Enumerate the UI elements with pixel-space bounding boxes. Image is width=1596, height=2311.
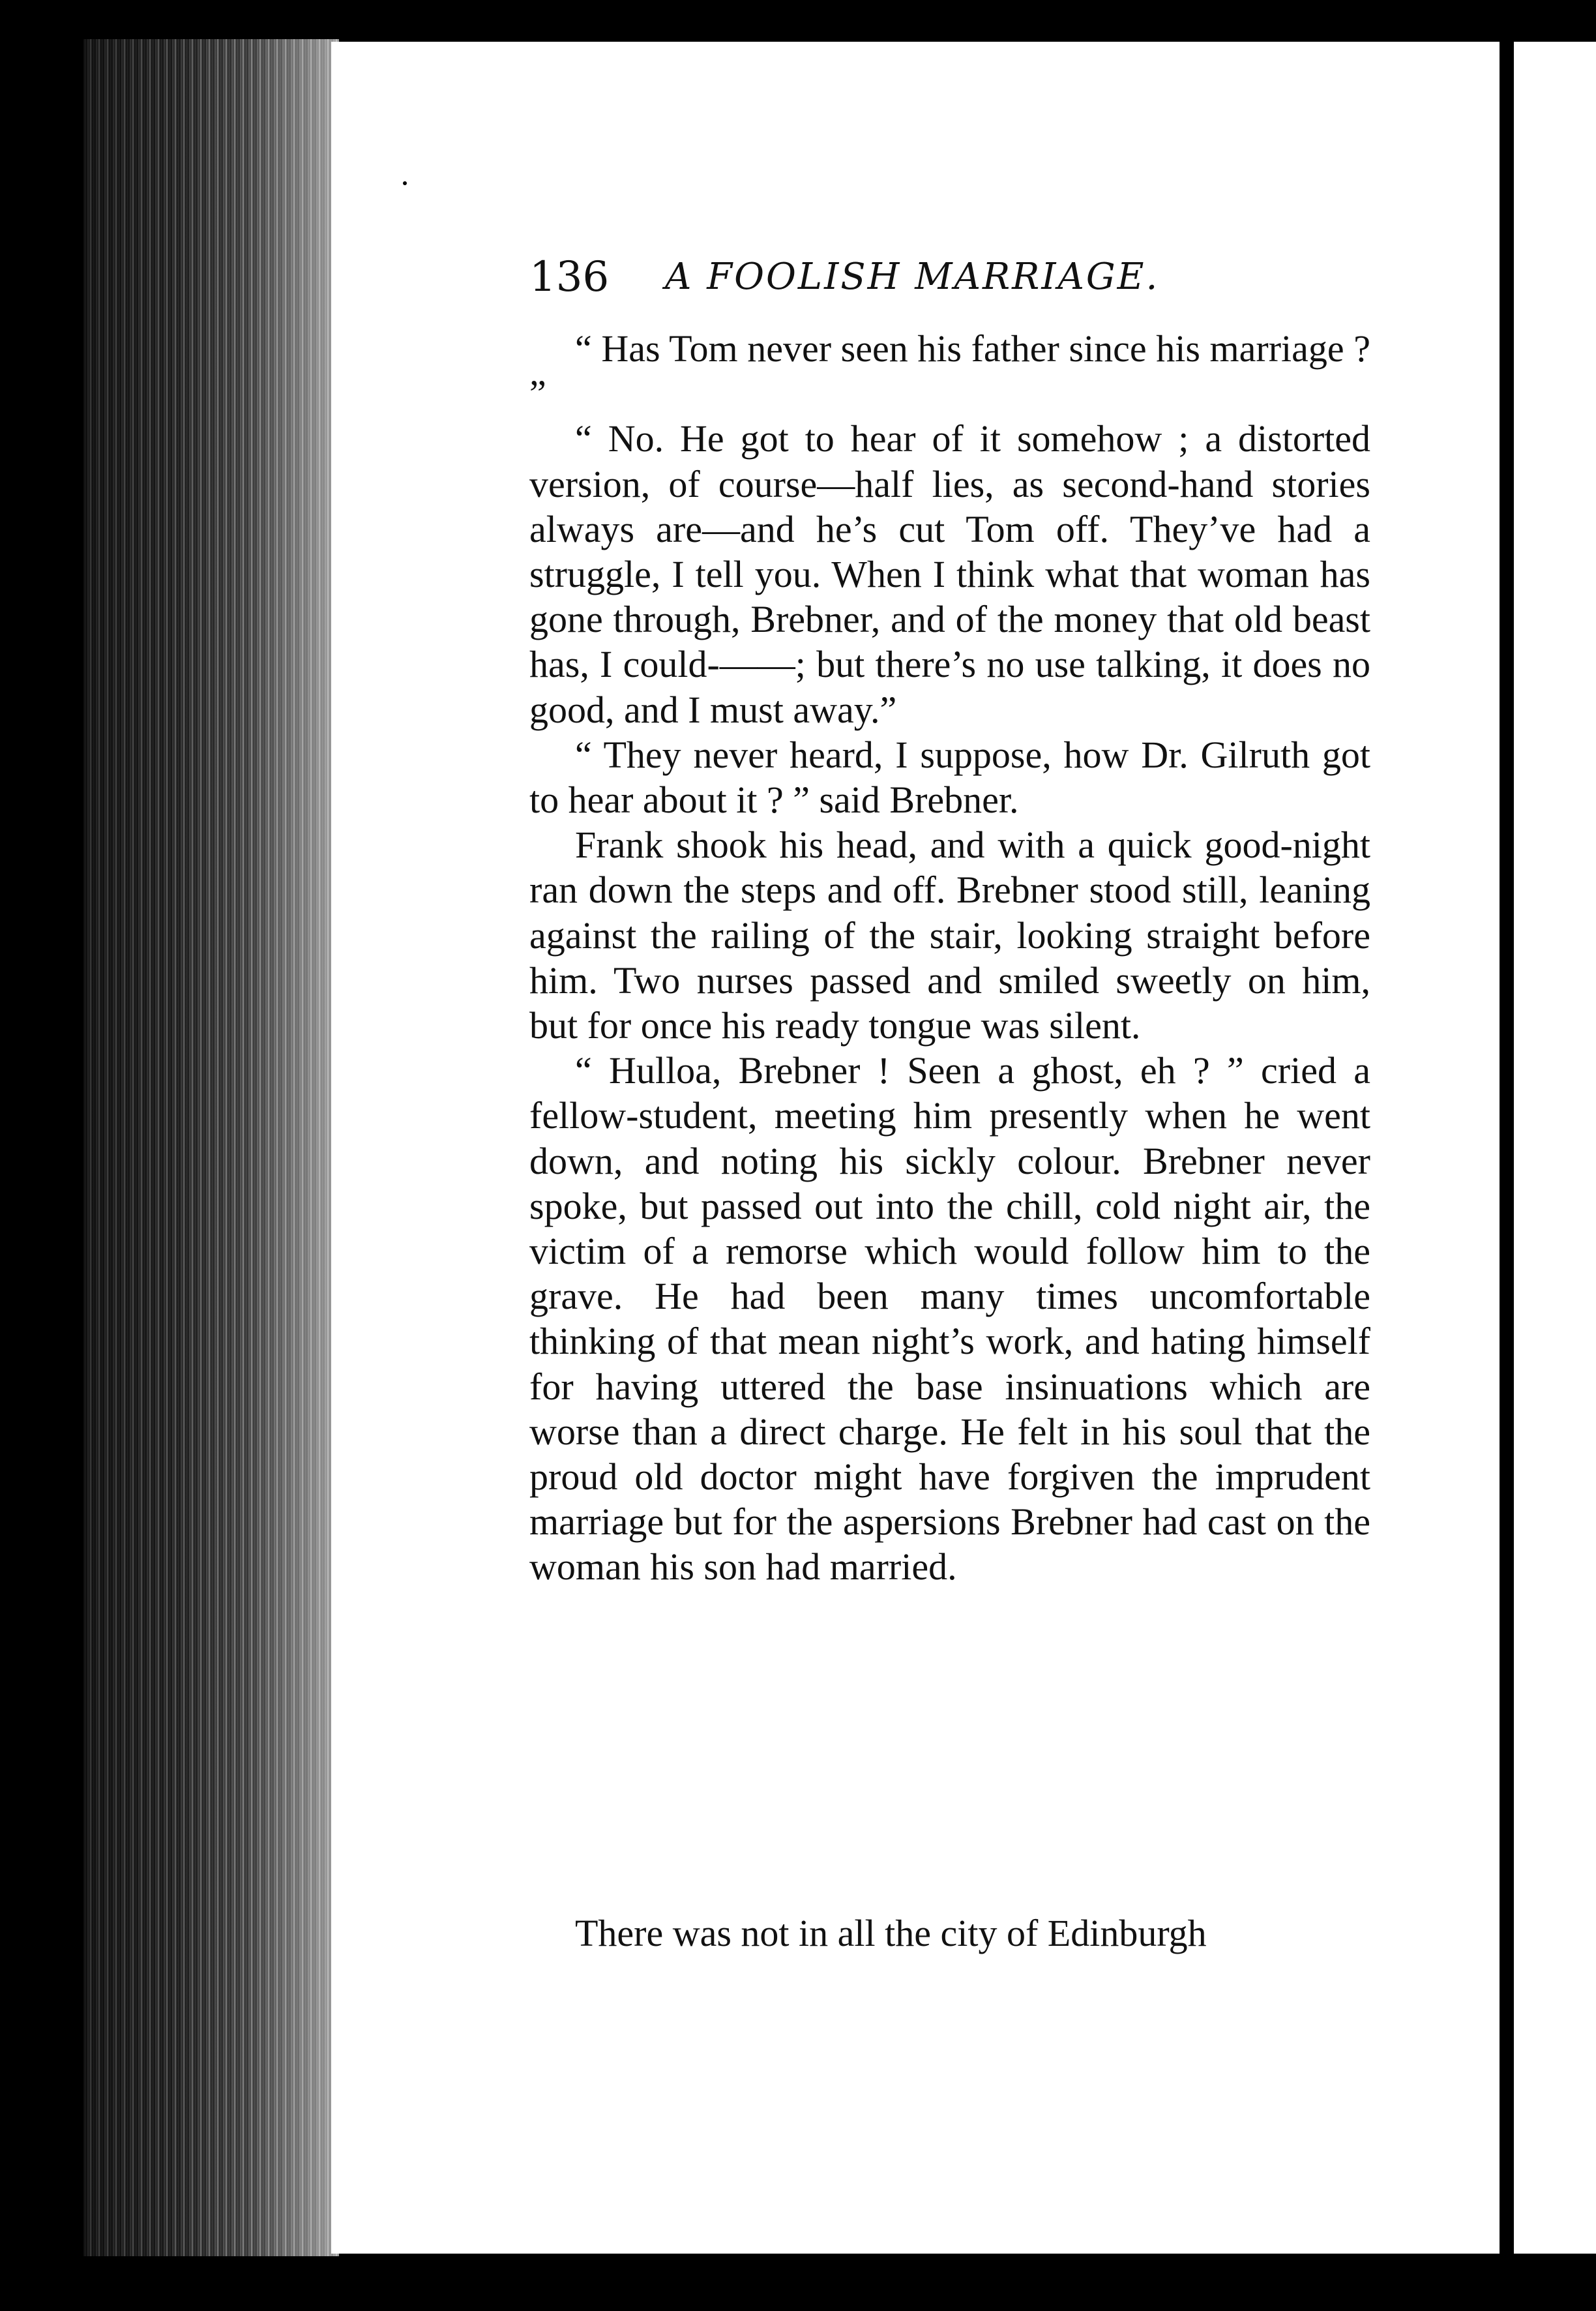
body-text [529,326,1370,1590]
facing-page-edge [1514,42,1596,2254]
page-number: 136 [529,253,610,301]
continuing-paragraph [529,1911,1370,1956]
book-gutter [1500,42,1510,2254]
paragraph: Frank shook his head, and with a quick good-night ran down the steps and off. Brebner stood still, leaning against the railing of the stair, looking straight before him. Two nurses passed and smiled sweetly on him, but for once his ready tongue was silent. [529,824,1370,1047]
ink-speck [403,181,407,185]
paragraph: “ No. He got to hear of it somehow ; a distorted version, of course—half lies, as second-hand stories always are—and he’s cut Tom off. They’ve had a struggle, I tell you. When I think what that woman has gone through, Brebner, and of the money that old beast has, I could-——; but there’s no use talking, it does no good, and I must away.” [529,417,1370,731]
running-head [529,241,1370,313]
paragraph: “ They never heard, I suppose, how Dr. Gilruth got to hear about it ? ” said Brebner. [529,733,1370,822]
paragraph: “ Hulloa, Brebner ! Seen a ghost, eh ? ” cried a fellow-student, meeting him presently when he went down, and noting his sickly colour. Brebner never spoke, but passed out into the chill, cold night air, the victim of a remorse which would follow him to the grave. He had been many times uncomfortable thinking of that mean night’s work, and hating himself for having uttered the base insinuations which are worse than a direct charge. He felt in his soul that the proud old doctor might have forgiven the imprudent marriage but for the aspersions Brebner had cast on the woman his son had married. [529,1049,1370,1588]
paragraph: There was not in all the city of Edinburgh [575,1912,1207,1954]
running-title: A FOOLISH MARRIAGE. [665,256,1160,298]
paragraph: “ Has Tom never seen his father since his marriage ? ” [529,327,1370,415]
book-page-edges [83,39,339,2256]
